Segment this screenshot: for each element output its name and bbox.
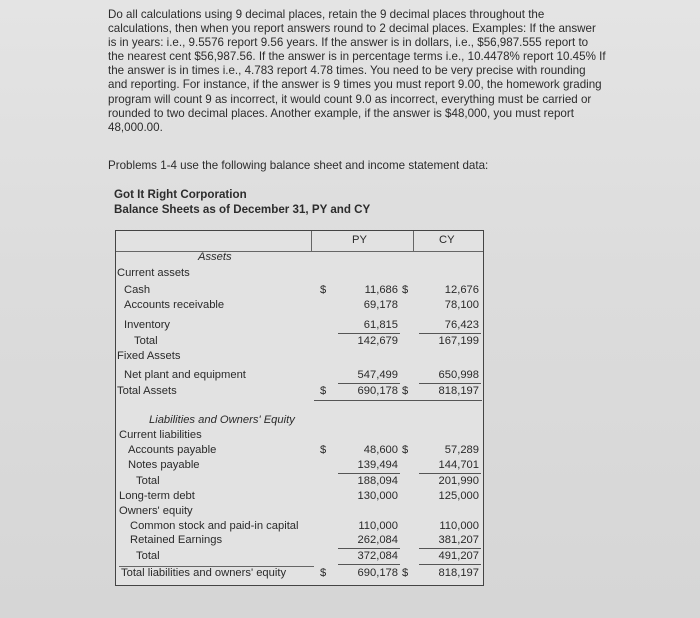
instruction-line: Do all calculations using 9 decimal places, retain the 9 decimal places throughout the	[108, 8, 545, 21]
instruction-line: and reporting. For instance, if the answer is 9 times you must report 9.00, the homework grading	[108, 78, 602, 92]
subtotal-underline	[419, 383, 481, 384]
dollar-sign: $	[320, 385, 327, 397]
dollar-sign: $	[402, 284, 409, 296]
stock-cy: 110,000	[439, 520, 479, 532]
current-liabilities-total-py: 188,094	[357, 475, 398, 487]
owners-equity-total-py: 372,084	[357, 550, 398, 562]
ltd-py: 130,000	[357, 490, 398, 502]
ppe-label: Net plant and equipment	[124, 369, 246, 381]
liabilities-heading: Liabilities and Owners' Equity	[149, 414, 295, 426]
current-assets-total-py: 142,679	[357, 335, 398, 347]
subtotal-underline	[338, 473, 400, 474]
instruction-line: rounded to two decimal places. Another example, if the answer is $48,000, you must report	[108, 106, 574, 120]
total-assets-label: Total Assets	[117, 385, 177, 397]
assets-divider	[314, 400, 482, 401]
instruction-line: 48,000.00.	[108, 120, 163, 134]
ap-label: Accounts payable	[128, 444, 217, 456]
subtotal-underline	[338, 383, 400, 384]
stock-py: 110,000	[358, 520, 398, 532]
cash-cy: 12,676	[444, 284, 479, 296]
problems-intro: Problems 1-4 use the following balance sheet and income statement data:	[108, 159, 489, 172]
fixed-assets-label: Fixed Assets	[117, 350, 181, 362]
ar-py: 69,178	[363, 299, 398, 311]
current-assets-total-cy: 167,199	[438, 335, 479, 347]
instruction-line: is in years: i.e., 9.5576 report 9.56 years. If the answer is in dollars, i.e., $56,987.555 report to	[108, 36, 589, 50]
ppe-py: 547,499	[357, 369, 398, 381]
balance-sheet-title: Balance Sheets as of December 31, PY and CY	[114, 203, 371, 216]
ap-cy: 57,289	[444, 444, 479, 456]
assets-heading: Assets	[198, 251, 232, 263]
subtotal-underline	[338, 548, 400, 549]
dollar-sign: $	[402, 385, 409, 397]
total-liabilities-equity-py: 690,178	[357, 567, 398, 579]
owners-equity-total-cy: 491,207	[438, 550, 479, 562]
current-liabilities-total-label: Total	[136, 475, 160, 487]
np-py: 139,494	[357, 459, 398, 471]
dollar-sign: $	[402, 567, 409, 579]
current-assets-total-label: Total	[134, 335, 158, 347]
total-liabilities-equity-cy: 818,197	[438, 567, 479, 579]
subtotal-underline	[419, 473, 481, 474]
subtotal-underline	[419, 564, 481, 565]
balance-sheet-table	[115, 230, 484, 586]
re-cy: 381,207	[438, 534, 479, 546]
stock-label: Common stock and paid-in capital	[130, 520, 299, 532]
instruction-line: calculations, then when you report answers round to 2 decimal places. Examples: If the answer	[108, 22, 596, 36]
re-label: Retained Earnings	[130, 534, 223, 546]
re-py: 262,084	[357, 534, 398, 546]
ltd-label: Long-term debt	[119, 490, 195, 502]
np-cy: 144,701	[438, 459, 479, 471]
ar-label: Accounts receivable	[124, 299, 225, 311]
inventory-label: Inventory	[124, 319, 171, 331]
inventory-py: 61,815	[363, 319, 398, 331]
total-liabilities-equity-label: Total liabilities and owners' equity	[121, 567, 287, 579]
total-assets-cy: 818,197	[438, 385, 479, 397]
owners-equity-label: Owners' equity	[119, 505, 193, 517]
header-divider	[116, 251, 483, 252]
ap-py: 48,600	[363, 444, 398, 456]
instruction-line: the answer is in times i.e., 4.783 report 4.78 times. You need to be very precise with rounding	[108, 64, 586, 78]
company-name: Got It Right Corporation	[114, 188, 247, 201]
instructions-text	[108, 8, 664, 135]
instruction-line: the nearest cent $56,987.56. If the answer is in percentage terms i.e., 10.4478% report 10.45% If	[108, 50, 606, 64]
company-heading	[114, 187, 370, 217]
subtotal-underline	[338, 564, 400, 565]
dollar-sign: $	[320, 284, 327, 296]
subtotal-underline	[338, 333, 400, 334]
current-assets-label: Current assets	[117, 267, 190, 279]
column-divider	[413, 231, 414, 251]
column-divider	[311, 231, 312, 251]
current-liabilities-label: Current liabilities	[119, 429, 202, 441]
subtotal-underline	[419, 333, 481, 334]
subtotal-underline	[419, 548, 481, 549]
column-header-cy: CY	[439, 234, 455, 246]
dollar-sign: $	[320, 444, 327, 456]
total-assets-py: 690,178	[357, 385, 398, 397]
owners-equity-total-label: Total	[136, 550, 160, 562]
instruction-line: program will count 9 as incorrect, it would count 9.0 as incorrect, everything must be carried or	[108, 92, 592, 106]
cash-label: Cash	[124, 284, 151, 296]
cash-py: 11,686	[364, 284, 398, 296]
ppe-cy: 650,998	[438, 369, 479, 381]
np-label: Notes payable	[128, 459, 200, 471]
dollar-sign: $	[320, 567, 327, 579]
column-header-py: PY	[352, 234, 367, 246]
inventory-cy: 76,423	[444, 319, 479, 331]
ar-cy: 78,100	[444, 299, 479, 311]
current-liabilities-total-cy: 201,990	[438, 475, 479, 487]
dollar-sign: $	[402, 444, 409, 456]
ltd-cy: 125,000	[438, 490, 479, 502]
